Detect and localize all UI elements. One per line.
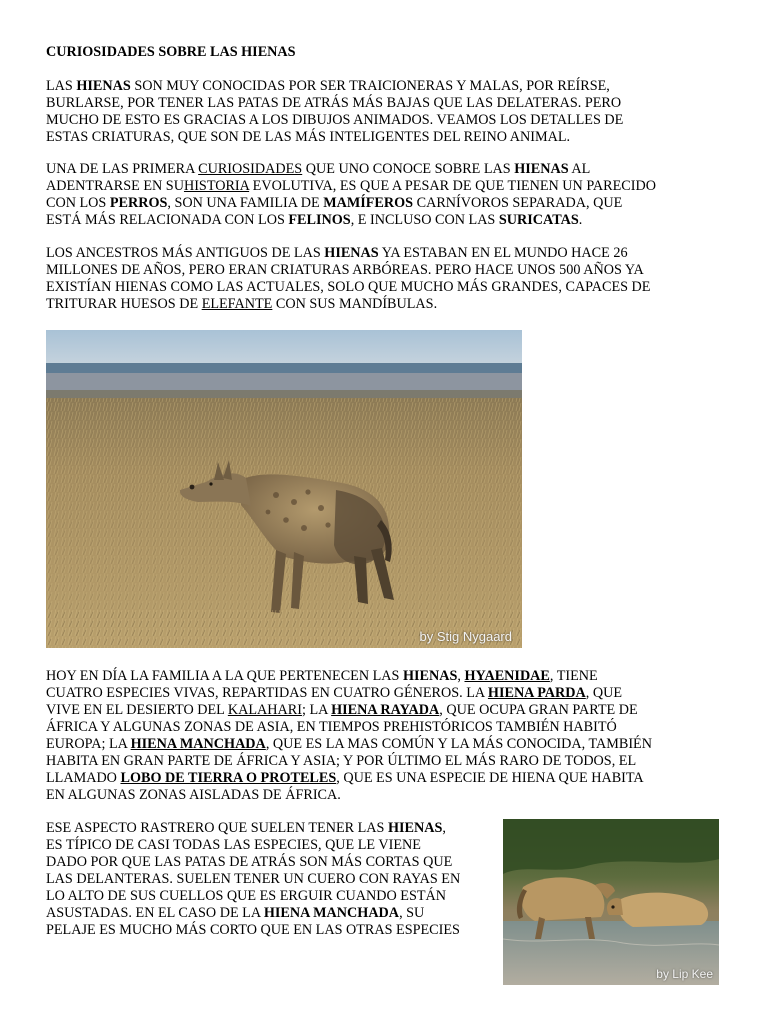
text-run: , — [457, 668, 465, 684]
document-title: CURIOSIDADES SOBRE LAS HIENAS — [46, 44, 296, 60]
text-run: , QUE ES UNA ESPECIE DE HIENA QUE HABITA — [336, 770, 644, 786]
text-run: LOS ANCESTROS MÁS ANTIGUOS DE LAS — [46, 245, 325, 261]
text-run: LAS — [46, 78, 77, 94]
text-link[interactable]: HISTORIA — [183, 178, 250, 194]
text-line — [46, 296, 726, 313]
text-run: HOY EN DÍA LA FAMILIA A LA QUE PERTENECEN LAS — [46, 668, 403, 684]
bold-term: SURICATAS — [498, 212, 579, 228]
text-run: YA ESTABAN EN EL MUNDO HACE 26 — [378, 245, 628, 261]
photo-credit: by Lip Kee — [656, 967, 713, 981]
text-line — [46, 736, 726, 753]
text-link[interactable]: ELEFANTE — [201, 296, 273, 312]
paragraph-family — [46, 668, 726, 804]
text-run: , SU — [399, 905, 425, 921]
text-run: , — [442, 820, 446, 836]
text-line — [46, 245, 726, 262]
text-line — [46, 905, 501, 922]
text-run: BURLARSE, POR TENER LAS PATAS DE ATRÁS MÁS BAJAS QUE LAS DELATERAS. PERO — [46, 95, 622, 111]
text-run: MILLONES DE AÑOS, PERO ERAN CRIATURAS ARBÓREAS. PERO HACE UNOS 500 AÑOS YA — [46, 262, 644, 278]
paragraph-appearance — [46, 820, 501, 939]
text-link[interactable]: HIENA RAYADA — [331, 702, 440, 718]
text-line — [46, 178, 726, 195]
bold-term: FELINOS — [288, 212, 351, 228]
text-line — [46, 854, 501, 871]
bold-term: HIENAS — [76, 78, 131, 94]
text-line — [46, 770, 726, 787]
bold-term: HIENAS — [402, 668, 458, 684]
text-line — [46, 212, 726, 229]
text-run: CUATRO ESPECIES VIVAS, REPARTIDAS EN CUATRO GÉNEROS. LA — [46, 685, 488, 701]
text-run: PELAJE ES MUCHO MÁS CORTO QUE EN LAS OTRAS ESPECIES — [46, 922, 460, 938]
text-run: CARNÍVOROS SEPARADA, QUE — [413, 195, 623, 211]
text-line — [46, 112, 726, 129]
paragraph-ancestors — [46, 245, 726, 313]
hyenas-water-photo — [503, 819, 719, 985]
photo-credit: by Stig Nygaard — [419, 629, 512, 644]
text-line — [46, 279, 726, 296]
text-run: . — [578, 212, 583, 228]
text-run: AL — [568, 161, 591, 177]
text-run: ÁFRICA Y ALGUNAS ZONAS DE ASIA, EN TIEMPOS PREHISTÓRICOS TAMBIÉN HABITÓ — [46, 719, 617, 735]
text-run: ADENTRARSE EN SU — [46, 178, 184, 194]
text-line — [46, 922, 501, 939]
text-line — [46, 888, 501, 905]
text-link[interactable]: HIENA MANCHADA — [130, 736, 266, 752]
text-run: EUROPA; LA — [46, 736, 131, 752]
text-link[interactable]: HYAENIDAE — [464, 668, 550, 684]
text-run: , SON UNA FAMILIA DE — [167, 195, 324, 211]
text-run: MUCHO DE ESTO ES GRACIAS A LOS DIBUJOS ANIMADOS. VEAMOS LOS DETALLES DE — [46, 112, 624, 128]
bold-term: PERROS — [109, 195, 168, 211]
text-line — [46, 871, 501, 888]
text-run: QUE UNO CONOCE SOBRE LAS — [302, 161, 515, 177]
text-run: LO ALTO DE SUS CUELLOS QUE ES ERGUIR CUANDO ESTÁN — [46, 888, 447, 904]
text-line — [46, 78, 726, 95]
text-run: , TIENE — [549, 668, 598, 684]
text-run: ESE ASPECTO RASTRERO QUE SUELEN TENER LAS — [46, 820, 388, 836]
text-run: CON LOS — [46, 195, 110, 211]
text-run: ESTAS CRIATURAS, QUE SON DE LAS MÁS INTELIGENTES DEL REINO ANIMAL. — [46, 129, 571, 145]
text-run: TRITURAR HUESOS DE — [46, 296, 202, 312]
text-run: EXISTÍAN HIENAS COMO LAS ACTUALES, SOLO QUE MUCHO MÁS GRANDES, CAPACES DE — [46, 279, 651, 295]
text-run: ; LA — [301, 702, 332, 718]
bold-term: HIENAS — [387, 820, 443, 836]
text-run: EVOLUTIVA, ES QUE A PESAR DE QUE TIENEN UN PARECIDO — [249, 178, 656, 194]
text-link[interactable]: LOBO DE TIERRA O PROTELES — [120, 770, 337, 786]
text-line — [46, 719, 726, 736]
text-line — [46, 753, 726, 770]
text-run: ASUSTADAS. EN EL CASO DE LA — [46, 905, 264, 921]
bold-term: HIENAS — [514, 161, 569, 177]
bold-term: HIENA MANCHADA — [263, 905, 400, 921]
text-link[interactable]: KALAHARI — [227, 702, 302, 718]
text-line — [46, 95, 726, 112]
text-line — [46, 262, 726, 279]
text-run: HABITA EN GRAN PARTE DE ÁFRICA Y ASIA; Y POR ÚLTIMO EL MÁS RARO DE TODOS, EL — [46, 753, 637, 769]
text-link[interactable]: CURIOSIDADES — [198, 161, 303, 177]
text-run: ESTÁ MÁS RELACIONADA CON LOS — [46, 212, 289, 228]
text-line — [46, 129, 726, 146]
text-run: LLAMADO — [46, 770, 121, 786]
bold-term: HIENAS — [324, 245, 379, 261]
paragraph-curiosities — [46, 161, 726, 229]
text-run: UNA DE LAS PRIMERA — [46, 161, 199, 177]
text-line — [46, 685, 726, 702]
text-run: LAS DELANTERAS. SUELEN TENER UN CUERO CON RAYAS EN — [46, 871, 461, 887]
text-run: DADO POR QUE LAS PATAS DE ATRÁS SON MÁS CORTAS QUE — [46, 854, 453, 870]
text-run: VIVE EN EL DESIERTO DEL — [46, 702, 228, 718]
text-line — [46, 820, 501, 837]
text-run: , QUE — [585, 685, 623, 701]
text-line — [46, 787, 726, 804]
text-link[interactable]: HIENA PARDA — [487, 685, 586, 701]
hyena-grassland-photo — [46, 330, 522, 648]
text-line — [46, 702, 726, 719]
text-line — [46, 668, 726, 685]
text-run: , QUE OCUPA GRAN PARTE DE — [439, 702, 638, 718]
text-run: SON MUY CONOCIDAS POR SER TRAICIONERAS Y MALAS, POR REÍRSE, — [130, 78, 610, 94]
text-run: CON SUS MANDÍBULAS. — [272, 296, 438, 312]
text-run: , QUE ES LA MAS COMÚN Y LA MÁS CONOCIDA, TAMBIÉN — [265, 736, 652, 752]
text-line — [46, 161, 726, 178]
paragraph-intro — [46, 78, 726, 146]
text-run: ES TÍPICO DE CASI TODAS LAS ESPECIES, QUE LE VIENE — [46, 837, 421, 853]
bold-term: MAMÍFEROS — [323, 195, 414, 211]
text-line — [46, 837, 501, 854]
text-line — [46, 195, 726, 212]
text-run: EN ALGUNAS ZONAS AISLADAS DE ÁFRICA. — [46, 787, 341, 803]
text-run: , E INCLUSO CON LAS — [350, 212, 499, 228]
